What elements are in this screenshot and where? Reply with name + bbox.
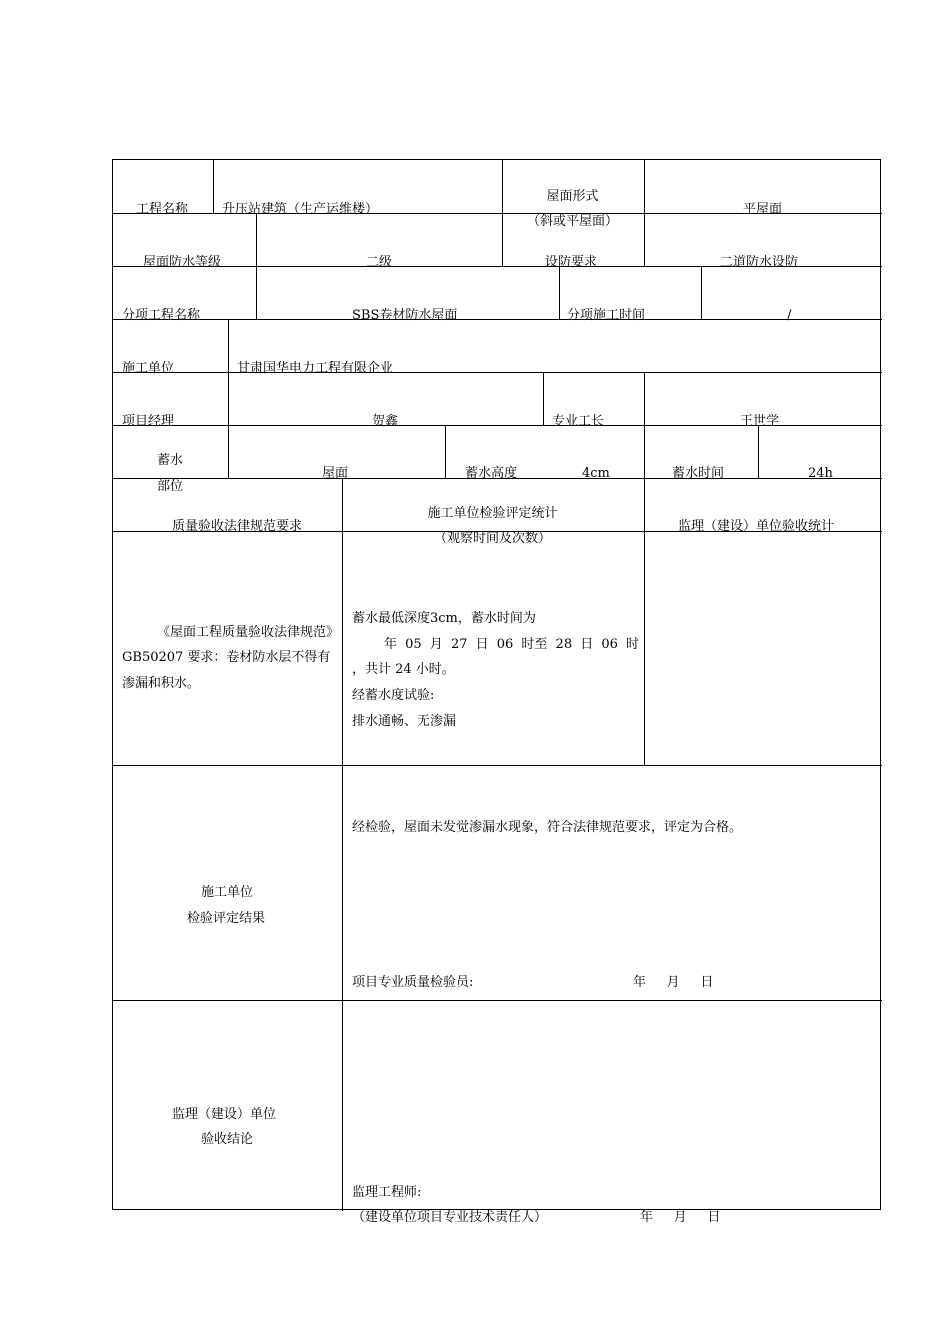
storage-part-value: 屋面 [322, 466, 349, 481]
grid-line [445, 425, 446, 478]
inspection-form [112, 159, 881, 1210]
stat-text-line: 排水通畅、无渗漏 [352, 714, 457, 729]
contractor-label: 施工单位 [122, 361, 175, 376]
grid-line [256, 213, 257, 319]
roof-form-label: 屋面形式 [546, 189, 599, 204]
storage-part-label: 蓄水 [157, 453, 184, 468]
stat-header-note: （观察时间及次数） [433, 531, 551, 546]
footer-date: 年 月 日 [640, 1210, 721, 1225]
storage-time-label: 蓄水时间 [672, 466, 725, 481]
project-manager-value: 贺鑫 [372, 414, 399, 429]
grid-line [213, 160, 214, 213]
supervise-header: 监理（建设）单位验收统计 [678, 519, 835, 534]
roof-form-value: 平屋面 [742, 202, 782, 217]
grid-line [342, 478, 343, 1211]
result-label-2: 检验评定结果 [187, 911, 266, 926]
sub-item-time-label: 分项施工时间 [567, 308, 646, 323]
project-name-label: 工程名称 [136, 202, 189, 217]
grid-line [543, 372, 544, 425]
storage-height-value: 4cm [582, 466, 610, 481]
stat-text-line: 蓄水最低深度3cm，蓄水时间为 [352, 611, 536, 626]
result-text: 经检验，屋面未发觉渗漏水现象，符合法律规范要求，评定为 [352, 820, 704, 835]
storage-time-value: 24h [808, 466, 833, 481]
sub-item-time-value: / [787, 308, 792, 323]
sub-item-name-value: SBS卷材防水屋面 [352, 308, 458, 323]
waterproof-grade-label: 屋面防水等级 [143, 255, 222, 270]
grid-line [113, 1000, 882, 1001]
stat-header: 施工单位检验评定统计 [427, 506, 558, 521]
roof-form-label-note: （斜或平屋面） [526, 214, 618, 229]
conclusion-label-2: 验收结论 [201, 1132, 254, 1147]
spec-header: 质量验收法律规范要求 [172, 519, 303, 534]
defense-requirement-value: 二道防水设防 [720, 255, 799, 270]
inspector-date: 年 月 日 [633, 975, 714, 990]
spec-text-line: 《屋面工程质量验收法律规范》 [157, 625, 340, 640]
grid-line [502, 160, 503, 266]
grid-line [113, 765, 882, 766]
grid-line [701, 266, 702, 319]
grid-line [758, 425, 759, 478]
stat-text-line: 年 05 月 27 日 06 时至 28 日 06 时 [384, 637, 640, 652]
storage-height-label: 蓄水高度 [465, 466, 518, 481]
spec-text-line: 渗漏和积水。 [122, 676, 201, 691]
foreman-label: 专业工长 [552, 414, 605, 429]
sub-item-name-label: 分项工程名称 [122, 308, 201, 323]
grid-line [559, 266, 560, 319]
result-stamp: 合格。 [703, 820, 743, 835]
inspector-label: 项目专业质量检验员: [352, 975, 474, 990]
conclusion-label: 监理（建设）单位 [172, 1107, 277, 1122]
waterproof-grade-value: 二级 [366, 255, 393, 270]
grid-line [644, 372, 645, 531]
stat-text-line: ，共计 24 小时。 [352, 662, 455, 677]
storage-part-label-2: 部位 [157, 479, 184, 494]
contractor-value: 甘肃国华电力工程有限企业 [237, 361, 394, 376]
stat-text-line: 经蓄水度试验: [352, 688, 435, 703]
defense-requirement-label: 设防要求 [545, 255, 598, 270]
result-label: 施工单位 [201, 885, 254, 900]
grid-line [644, 531, 645, 765]
responsible-person-label: （建设单位项目专业技术责任人） [352, 1210, 548, 1225]
spec-text-line: GB50207 要求：卷材防水层不得有 [122, 650, 331, 665]
foreman-value: 王世学 [740, 414, 780, 429]
supervising-engineer-label: 监理工程师: [352, 1185, 422, 1200]
project-name-value: 升压站建筑（生产运维楼） [222, 202, 379, 217]
project-manager-label: 项目经理 [122, 414, 175, 429]
grid-line [228, 319, 229, 478]
